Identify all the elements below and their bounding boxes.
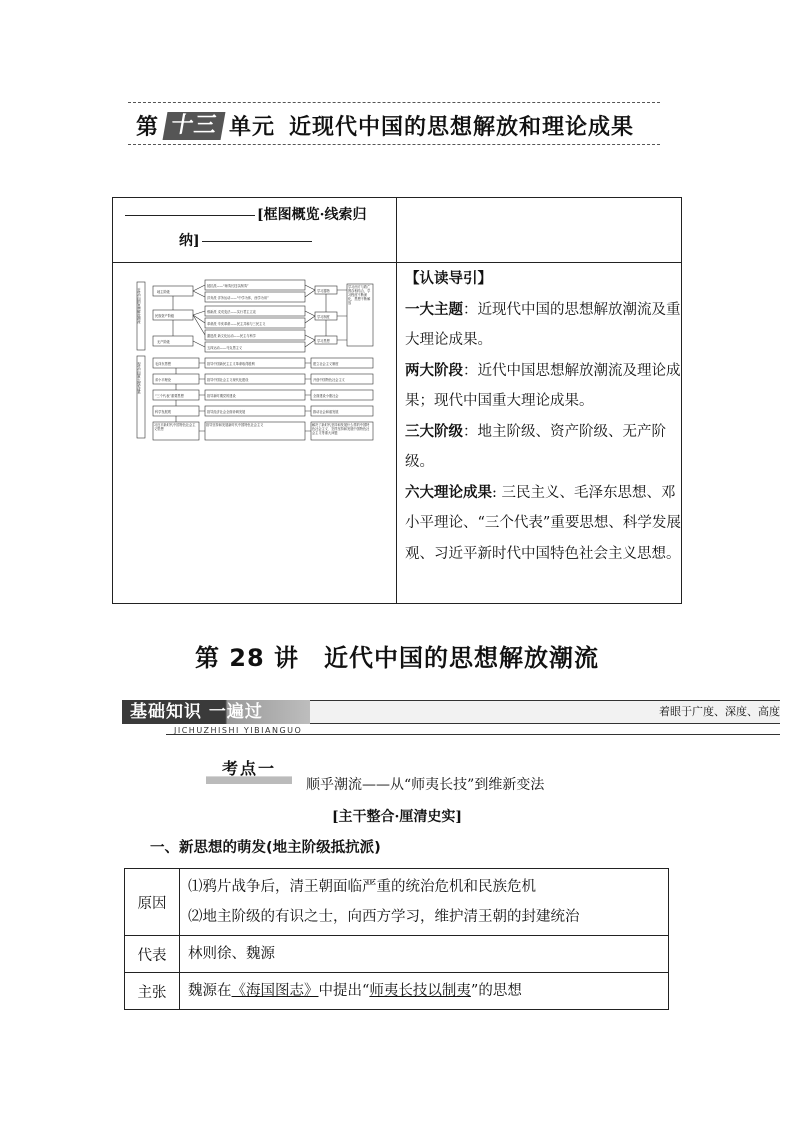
banner-label: 基础知识 一遍过	[122, 700, 310, 724]
table-row	[125, 869, 669, 936]
diagram-stage-2: 学习制度	[317, 315, 330, 319]
unit-suffix: 单元	[229, 115, 276, 140]
unit-heading	[136, 110, 634, 141]
diagram-school-5: 激进派 新文化运动——民主与科学	[207, 334, 256, 338]
guide-heading: 【认读导引】	[405, 270, 492, 287]
diagram-school-6: 五四运动——马克思主义	[207, 346, 243, 350]
guide-item-stages	[405, 356, 681, 417]
overview-table	[112, 197, 682, 604]
diagram-left-label-2: 现代中国重大理论成果	[136, 362, 141, 394]
guide-text: ：近代中国思想解放潮流及理论成果；现代中国重大理论成果。	[405, 362, 681, 409]
reason-line-2: ⑵地主阶级的有识之士，向西方学习，维护清王朝的封建统治	[188, 909, 580, 925]
diagram-school-4: 革命派 辛亥革命——民主共和与三民主义	[207, 322, 266, 326]
table-divider-horizontal	[113, 262, 681, 263]
table-row	[125, 973, 669, 1010]
diagram-summary: 学习西方与救亡图存相结合，学习程度不断深化，思想不断解放	[348, 285, 371, 305]
row-value-claim	[180, 973, 669, 1010]
diagram-theory-4-result: 推动社会和谐发展	[313, 410, 339, 414]
guide-lead: 一大主题	[405, 300, 463, 318]
diagram-stage-3: 学习思想	[317, 339, 330, 343]
new-thought-table	[124, 868, 669, 1010]
row-value-representative: 林则徐、魏源	[180, 936, 669, 973]
sub-heading: [主干整合·厘清史实]	[331, 809, 463, 825]
diagram-theory-2: 邓小平理论	[155, 378, 171, 382]
header-dash-right	[202, 241, 312, 242]
banner-underline	[166, 734, 780, 735]
diagram-theory-5: 习近平新时代中国特色社会主义思想	[154, 423, 196, 431]
unit-prefix: 第	[136, 115, 160, 140]
claim-book: 《海国图志》	[231, 983, 319, 999]
diagram-theory-1-role: 指导中国新民主主义革命取得胜利	[207, 362, 255, 366]
diagram-school-1: 抵抗派——“师夷长技以制夷”	[207, 284, 249, 288]
guide-text: : 三民主义、毛泽东思想、邓小平理论、“三个代表”重要思想、科学发展观、习近平新时代中国特色社会主义思想。	[405, 484, 681, 562]
banner-bottom-rule	[128, 144, 660, 145]
guide-lead: 两大阶段	[405, 361, 463, 379]
banner-slogan: 着眼于广度、深度、高度	[659, 705, 780, 718]
diagram-theory-3: “三个代表”重要思想	[155, 394, 184, 398]
guide-lead: 三大阶级	[405, 422, 463, 440]
guide-lead: 六大理论成果	[405, 483, 492, 501]
unit-banner	[128, 98, 660, 150]
row-key-reason: 原因	[125, 869, 180, 936]
row-value-reason	[180, 869, 669, 936]
diagram-theory-5-role: 指导坚持和发展新时代中国特色社会主义	[206, 423, 264, 427]
claim-post: ”的思想	[470, 983, 522, 999]
diagram-theory-2-role: 指导中国社会主义现代化建设	[207, 378, 249, 382]
diagram-theory-1-result: 建立社会主义制度	[313, 362, 339, 366]
reading-guide	[405, 264, 681, 569]
diagram-stage-1: 学习器物	[317, 289, 330, 293]
kaodian-title: 顺乎潮流——从“师夷长技”到维新变法	[306, 777, 545, 793]
overview-header	[113, 198, 396, 262]
section-heading: 一、新思想的萌发(地主阶级抵抗派)	[150, 840, 381, 856]
unit-title: 近现代中国的思想解放和理论成果	[289, 115, 635, 140]
claim-pre: 魏源在	[188, 983, 232, 999]
header-dash-left	[125, 215, 255, 216]
claim-mid: 中提出“	[318, 983, 370, 999]
diagram-class-2: 民族资产阶级	[155, 314, 175, 318]
guide-item-theories	[405, 478, 681, 570]
table-divider-vertical	[396, 198, 397, 603]
guide-text: ：近现代中国的思想解放潮流及重大理论成果。	[405, 301, 681, 348]
diagram-class-1: 地主阶级	[157, 290, 170, 294]
diagram-left-label-1: 近代中国的思想解放潮流	[136, 288, 141, 324]
banner-pinyin: JICHUZHISHI YIBIANGUO	[174, 726, 303, 735]
table-row	[125, 936, 669, 973]
diagram-theory-4: 科学发展观	[155, 410, 171, 414]
overview-header-part2: 纳]	[179, 233, 200, 249]
guide-item-theme	[405, 295, 681, 356]
claim-quote: 师夷长技以制夷	[369, 983, 471, 999]
guide-text: ：地主阶级、资产阶级、无产阶级。	[405, 423, 666, 470]
diagram-school-2: 洋务派 洋务运动——“中学为体，西学为用”	[207, 296, 269, 300]
diagram-theory-5-result: 解决了新时代坚持和发展什么样的中国特色社会主义、怎样坚持和发展中国特色社会主义等重大问题	[312, 423, 370, 435]
reason-line-1: ⑴鸦片战争后，清王朝面临严重的统治危机和民族危机	[188, 879, 536, 895]
diagram-theory-4-role: 指导经济社会全面协调发展	[207, 410, 246, 414]
guide-item-classes	[405, 417, 681, 478]
kaodian-label: 考点一	[206, 758, 292, 784]
diagram-theory-3-result: 全面建设小康社会	[313, 394, 339, 398]
unit-number: 十三	[163, 112, 226, 140]
diagram-school-3: 维新派 戊戌变法——实行君主立宪	[207, 310, 256, 314]
diagram-theory-3-role: 指导新时期党的建设	[207, 394, 236, 398]
banner-top-rule	[128, 102, 660, 103]
diagram-class-3: 无产阶级	[157, 340, 170, 344]
basic-knowledge-banner	[118, 700, 780, 740]
kaodian-tag	[206, 758, 292, 786]
lecture-title: 第 28 讲 近代中国的思想解放潮流	[194, 644, 600, 672]
row-key-representative: 代表	[125, 936, 180, 973]
overview-header-part1: [框图概览·线索归	[257, 207, 367, 223]
diagram-theory-1: 毛泽东思想	[155, 362, 171, 366]
row-key-claim: 主张	[125, 973, 180, 1010]
framework-diagram	[135, 278, 375, 443]
diagram-theory-2-result: 开创中国特色社会主义	[313, 378, 345, 382]
